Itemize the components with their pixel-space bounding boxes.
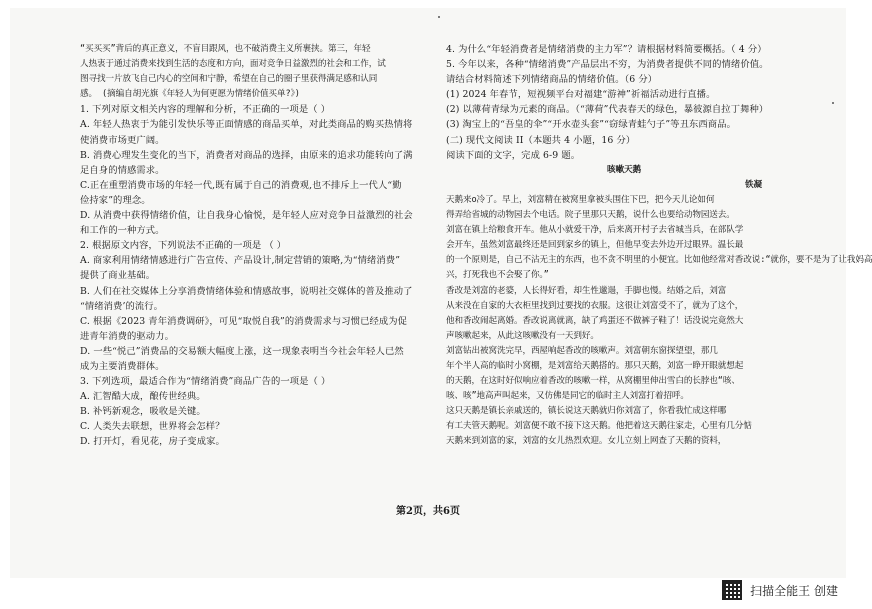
text-line: B. 补钙新观念，吸收是关键。 (80, 406, 206, 418)
text-line: 和工作的一种方式。 (80, 225, 165, 237)
text-line: 这只天鹅是镇长亲戚送的，镇长说这天鹅就归你刘富了，你看我忙成这样哪 (446, 406, 727, 417)
scan-speck (832, 102, 834, 104)
text-line: A. 年轻人热衷于为能引发快乐等正面情感的商品买单，对此类商品的购买热情将 (80, 119, 413, 131)
text-line: 俭持家”的理念。 (80, 194, 151, 206)
text-line: 5. 今年以来，各种“情绪消费”产品层出不穷，为消费者提供不同的情绪价值。 (446, 59, 769, 71)
text-line: 香改是刘富的老婆，人长得好看，却生性邋遢，手脚也慢。结婚之后，刘富 (446, 285, 727, 296)
text-line: C. 人类失去联想，世界将会怎样？ (80, 421, 225, 433)
text-line: 足自身的情感需求。 (80, 164, 165, 176)
text-line: 的天鹅，在这时好似响应着香改的咳嗽一样，从窝棚里伸出雪白的长脖也“咳、 (446, 376, 740, 387)
text-line: 阅读下面的文字，完成 6-9 题。 (446, 149, 581, 161)
text-line: 请结合材料简述下列情绪商品的情绪价值。（6 分） (446, 74, 658, 86)
text-line: 从来没在自家的大衣柜里找到过要找的衣服。这很让刘富受不了，就为了这个， (446, 300, 744, 311)
text-line: (1) 2024 年春节，短视频平台对福建“游神”祈福活动进行直播。 (446, 89, 716, 101)
text-line: 人热衷于通过消费来找到生活的态度和方向，面对竞争日益激烈的社会和工作，试 (80, 59, 386, 70)
text-line: 刘富在镇上给粮食开车。他从小就爱干净，后来离开村子去省城当兵，在部队学 (446, 225, 744, 236)
scan-speck (438, 16, 440, 18)
text-line: 1. 下列对原文相关内容的理解和分析，不正确的一项是（ ） (80, 104, 331, 116)
text-line: (2) 以薄荷青绿为元素的商品。（“薄荷”代表春天的绿色，暴彼源自拉丁舞种） (446, 104, 769, 116)
page-footer: 第2页，共6页 (396, 506, 460, 517)
text-line: 铁凝 (745, 179, 762, 190)
text-line: B. 人们在社交媒体上分享消费情绪体验和情感故事，说明社交媒体的普及推动了 (80, 285, 413, 297)
text-line: 提供了商业基础。 (80, 270, 156, 282)
text-line: (二) 现代文阅读 II（本题共 4 小题，16 分） (446, 134, 636, 146)
text-line: C.正在重塑消费市场的年轻一代,既有属于自己的消费观,也不排斥上一代人“勤 (80, 179, 402, 191)
text-line: 4. 为什么“年轻消费者是情绪消费的主力军”？请根据材料简要概括。（ 4 分） (446, 44, 767, 55)
text-line: 会开车，虽然刘富最终还是回到家乡的镇上，但他早变去外边开过眼界。温长最 (446, 240, 744, 251)
text-line: “买买买”背后的真正意义，不盲目跟风，也不破消费主义所裹挟。第三，年轻 (80, 44, 371, 54)
text-line: D. 从消费中获得情绪价值，让自我身心愉悦，是年轻人应对竞争日益激烈的社会 (80, 210, 413, 222)
right-column (446, 42, 872, 450)
text-line: 咳嗽天鹅 (607, 164, 641, 175)
text-line: C. 根据《2023 青年消费调研》，可见“取悦自我”的消费需求与习惯已经成为促 (80, 315, 408, 327)
text-line: 图寻找一片放飞自己内心的空间和宁静，希望在自己的圈子里获得满足感和认同 (80, 74, 378, 85)
qr-code-icon (722, 580, 742, 600)
text-line: 使消费市场更广阔。 (80, 134, 165, 146)
text-line: 天鹅来о冷了。早上，刘富精在被窝里拿被头围住下巴，把今天儿论如何 (446, 194, 715, 205)
text-line: D. 打开灯，看见花，房子变成家。 (80, 436, 225, 448)
left-column (80, 42, 432, 450)
text-line: A. 商家利用情绪情感进行广告宣传、产品设计,制定营销的策略,为“情绪消费” (80, 255, 401, 267)
text-line: 兴，打死我也不会娶了你。” (446, 270, 549, 281)
text-line: 声咳嗽起来，从此这咳嗽没有一天到好。 (446, 330, 599, 341)
text-line: 刘富钻出被窝洗完早，西屋响起香改的咳嗽声。刘富朝东窗探望望，那几 (446, 345, 718, 356)
text-line: “情绪消费’的流行。 (80, 300, 164, 312)
text-line: A. 汇智酷大成，酿传世经典。 (80, 391, 206, 403)
text-line: 的一个原则是，自己不沾无主的东西，也不贪不明里的小便宜。比如他经常对香改说:“就你，要不是为了让我妈高 (446, 255, 872, 266)
text-line: 感。 (摘编自胡光旗《年轻人为何更愿为情绪价值买单?》) (80, 89, 300, 100)
text-line: 他和香改闹起离婚。香改说离就离，缺了鸡蛋还不做裤子鞋了！话没说完竟然大 (446, 315, 744, 326)
text-line: 天鹅来到刘富的家，刘富的女儿热烈欢迎。女儿立刻上网查了天鹅的资料， (446, 436, 727, 447)
text-line: 3. 下列选项，最适合作为“情绪消费”商品广告的一项是（ ） (80, 376, 331, 388)
text-line: B. 消费心理发生变化的当下，消费者对商品的选择，由原来的追求功能转向了满 (80, 149, 413, 161)
text-line: 咳、咳”地高声叫起来，又仿佛是同它的临时主人刘富打着招呼。 (446, 391, 689, 402)
text-line: D. 一些“悦己”消费品的交易额大幅度上涨，这一现象表明当今社会年轻人已然 (80, 345, 404, 357)
text-line: 有工夫管天鹅呢。刘富便不敢不接下这天鹅。他把着这天鹅往家走，心里有几分惦 (446, 421, 752, 432)
exam-page (10, 8, 872, 578)
scanner-watermark (722, 579, 838, 601)
text-line: 进青年消费的驱动力。 (80, 330, 174, 342)
text-line: 成为主要消费群体。 (80, 360, 165, 372)
scanner-label: 扫描全能王 创建 (750, 583, 838, 598)
text-line: 2. 根据原文内容，下列说法不正确的一项是 （ ） (80, 240, 287, 252)
text-line: 年个半人高的临时小窝棚，是刘富给天鹅搭的。那只天鹅，刘富一睁开眼就想起 (446, 360, 744, 371)
text-line: (3) 淘宝上的“吾皇的伞”“开水壶头套”“窃绿青蛙勺子”等丑东西商品。 (446, 119, 736, 131)
text-line: 得弄给省城的动物园去个电话。院子里那只天鹅，说什么也要给动物园送去。 (446, 210, 735, 221)
